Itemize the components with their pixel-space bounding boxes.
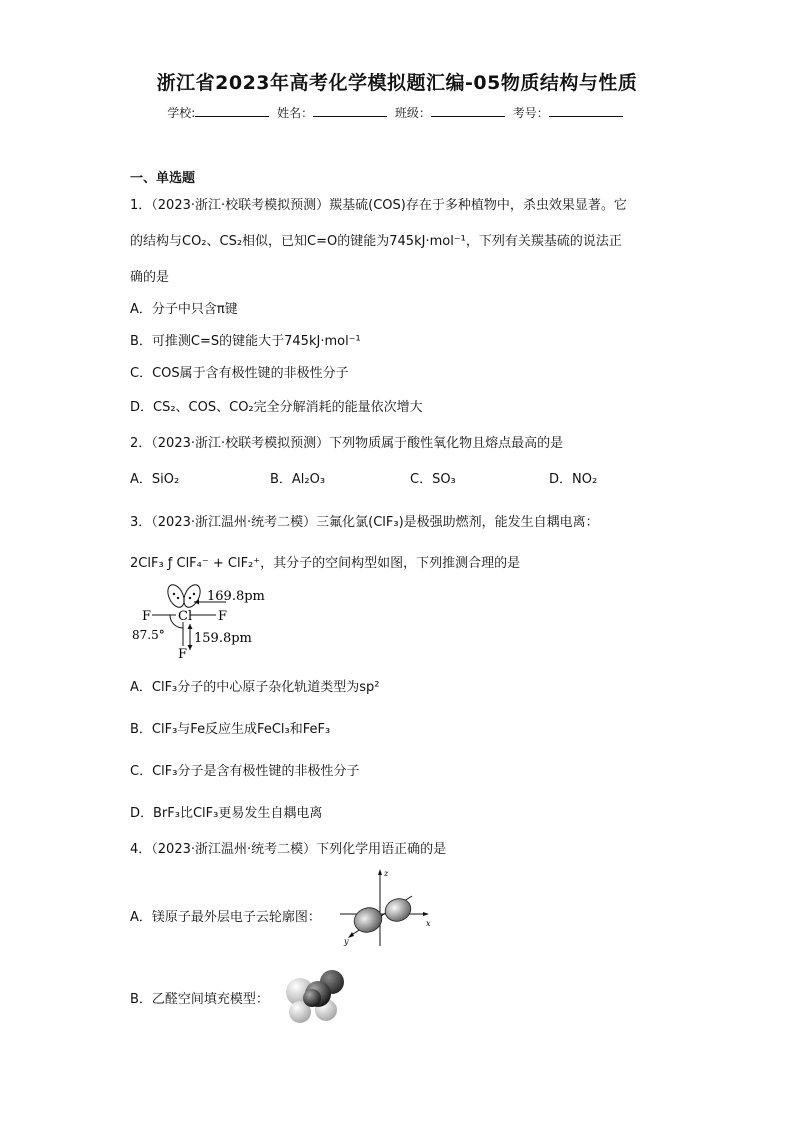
q2-option-c[interactable]: C．SO₃ (410, 472, 456, 487)
q1-option-c[interactable]: C．COS属于含有极性键的非极性分子 (130, 366, 349, 381)
electron-cloud-figure (340, 866, 440, 948)
q2-option-a[interactable]: A．SiO₂ (130, 472, 180, 487)
lone-pair-left-icon (165, 582, 188, 610)
name-blank[interactable] (313, 105, 387, 117)
q3-equation: 2ClF₃ ƒ ClF₄⁻ + ClF₂⁺，其分子的空间构型如图，下列推测合理的是 (130, 556, 521, 571)
q3-option-a[interactable]: A．ClF₃分子的中心原子杂化轨道类型为sp² (130, 680, 380, 695)
school-label: 学校: (167, 106, 196, 120)
section-heading: 一、单选题 (130, 171, 196, 186)
bond-angle-label: 87.5° (132, 628, 165, 642)
fluorine-right-label: F (218, 609, 228, 624)
q2-option-b[interactable]: B．Al₂O₃ (270, 472, 326, 487)
clf3-structure-figure (130, 578, 280, 660)
q1-stem-line-1: 1．（2023·浙江·校联考模拟预测）羰基硫(COS)存在于多种植物中，杀虫效果显著。它 (130, 198, 627, 213)
bond-length-label-2: 159.8pm (194, 631, 252, 646)
x-axis-label: x (426, 919, 431, 928)
exam-number-blank[interactable] (549, 105, 623, 117)
q3-option-b[interactable]: B．ClF₃与Fe反应生成FeCl₃和FeF₃ (130, 722, 331, 737)
q1-option-d[interactable]: D．CS₂、COS、CO₂完全分解消耗的能量依次增大 (130, 400, 423, 415)
fluorine-left-label: F (142, 609, 152, 624)
class-label: 班级： (394, 106, 431, 120)
q3-stem: 3．（2023·浙江温州·统考二模）三氟化氯(ClF₃)是极强助燃剂，能发生自耦电离： (130, 515, 599, 530)
q2-option-d[interactable]: D．NO₂ (549, 472, 598, 487)
q1-stem-line-2: 的结构与CO₂、CS₂相似，已知C=O的键能为745kJ·mol⁻¹，下列有关羰基硫的说法正 (130, 234, 622, 249)
lone-pair-right-icon (181, 582, 204, 610)
orbital-lobe-right-icon (382, 895, 414, 925)
bond-length-label-1: 169.8pm (207, 589, 265, 604)
q1-stem-line-3: 确的是 (130, 270, 170, 285)
q2-options (130, 468, 650, 486)
q4-option-b[interactable]: B．乙醛空间填充模型： (130, 992, 269, 1007)
z-axis-label: z (384, 869, 389, 878)
name-label: 姓名： (277, 106, 314, 120)
fluorine-bottom-label: F (178, 647, 188, 660)
exam-number-label: 考号： (512, 106, 549, 120)
q1-option-a[interactable]: A．分子中只含π键 (130, 302, 238, 317)
page-title: 浙江省2023年高考化学模拟题汇编-05物质结构与性质 (156, 72, 638, 94)
center-atom-label: Cl (178, 609, 193, 624)
acetaldehyde-model-figure (278, 966, 350, 1026)
class-blank[interactable] (431, 105, 505, 117)
q4-option-a[interactable]: A．镁原子最外层电子云轮廓图： (130, 910, 321, 925)
q1-option-b[interactable]: B．可推测C=S的键能大于745kJ·mol⁻¹ (130, 334, 361, 349)
q4-stem: 4．（2023·浙江温州·统考二模）下列化学用语正确的是 (130, 842, 447, 857)
school-blank[interactable] (195, 105, 269, 117)
carbon-atom-icon (303, 989, 321, 1007)
y-axis-label: y (344, 937, 349, 946)
q2-stem: 2．（2023·浙江·校联考模拟预测）下列物质属于酸性氧化物且熔点最高的是 (130, 436, 564, 451)
student-info-row (0, 104, 794, 121)
q3-option-d[interactable]: D．BrF₃比ClF₃更易发生自耦电离 (130, 806, 323, 821)
q3-option-c[interactable]: C．ClF₃分子是含有极性键的非极性分子 (130, 764, 360, 779)
